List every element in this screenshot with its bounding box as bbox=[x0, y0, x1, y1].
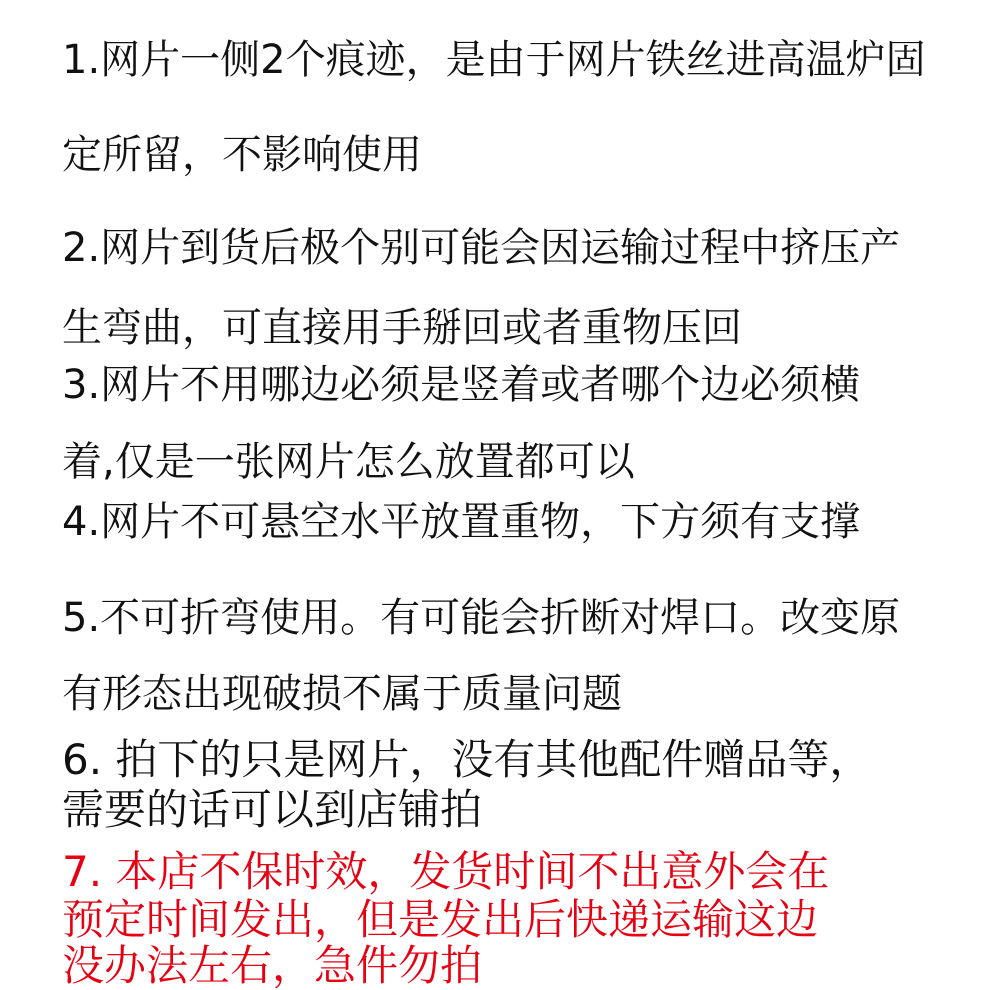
text-line-9: 有形态出现破损不属于质量问题 bbox=[62, 672, 622, 716]
text-line-3: 2.网片到货后极个别可能会因运输过程中挤压产 bbox=[62, 226, 901, 270]
text-line-5: 3.网片不用哪边必须是竖着或者哪个边必须横 bbox=[62, 363, 861, 407]
notice-line-2: 预定时间发出，但是发出后快递运输这边 bbox=[62, 897, 819, 943]
text-line-7: 4.网片不可悬空水平放置重物，下方须有支撑 bbox=[62, 500, 861, 544]
text-line-1: 1.网片一侧2个痕迹，是由于网片铁丝进高温炉固 bbox=[62, 38, 926, 82]
notice-line-1: 7. 本店不保时效，发货时间不出意外会在 bbox=[62, 849, 830, 895]
text-line-11: 需要的话可以到店铺拍 bbox=[62, 787, 483, 833]
text-line-10: 6. 拍下的只是网片，没有其他配件赠品等， bbox=[62, 737, 872, 783]
text-line-2: 定所留，不影响使用 bbox=[62, 133, 422, 177]
notice-line-3: 没办法左右，急件勿拍 bbox=[62, 943, 483, 989]
text-line-8: 5.不可折弯使用。有可能会折断对焊口。改变原 bbox=[62, 596, 901, 640]
text-line-4: 生弯曲，可直接用手掰回或者重物压回 bbox=[62, 306, 742, 350]
text-line-6: 着,仅是一张网片怎么放置都可以 bbox=[62, 440, 635, 484]
